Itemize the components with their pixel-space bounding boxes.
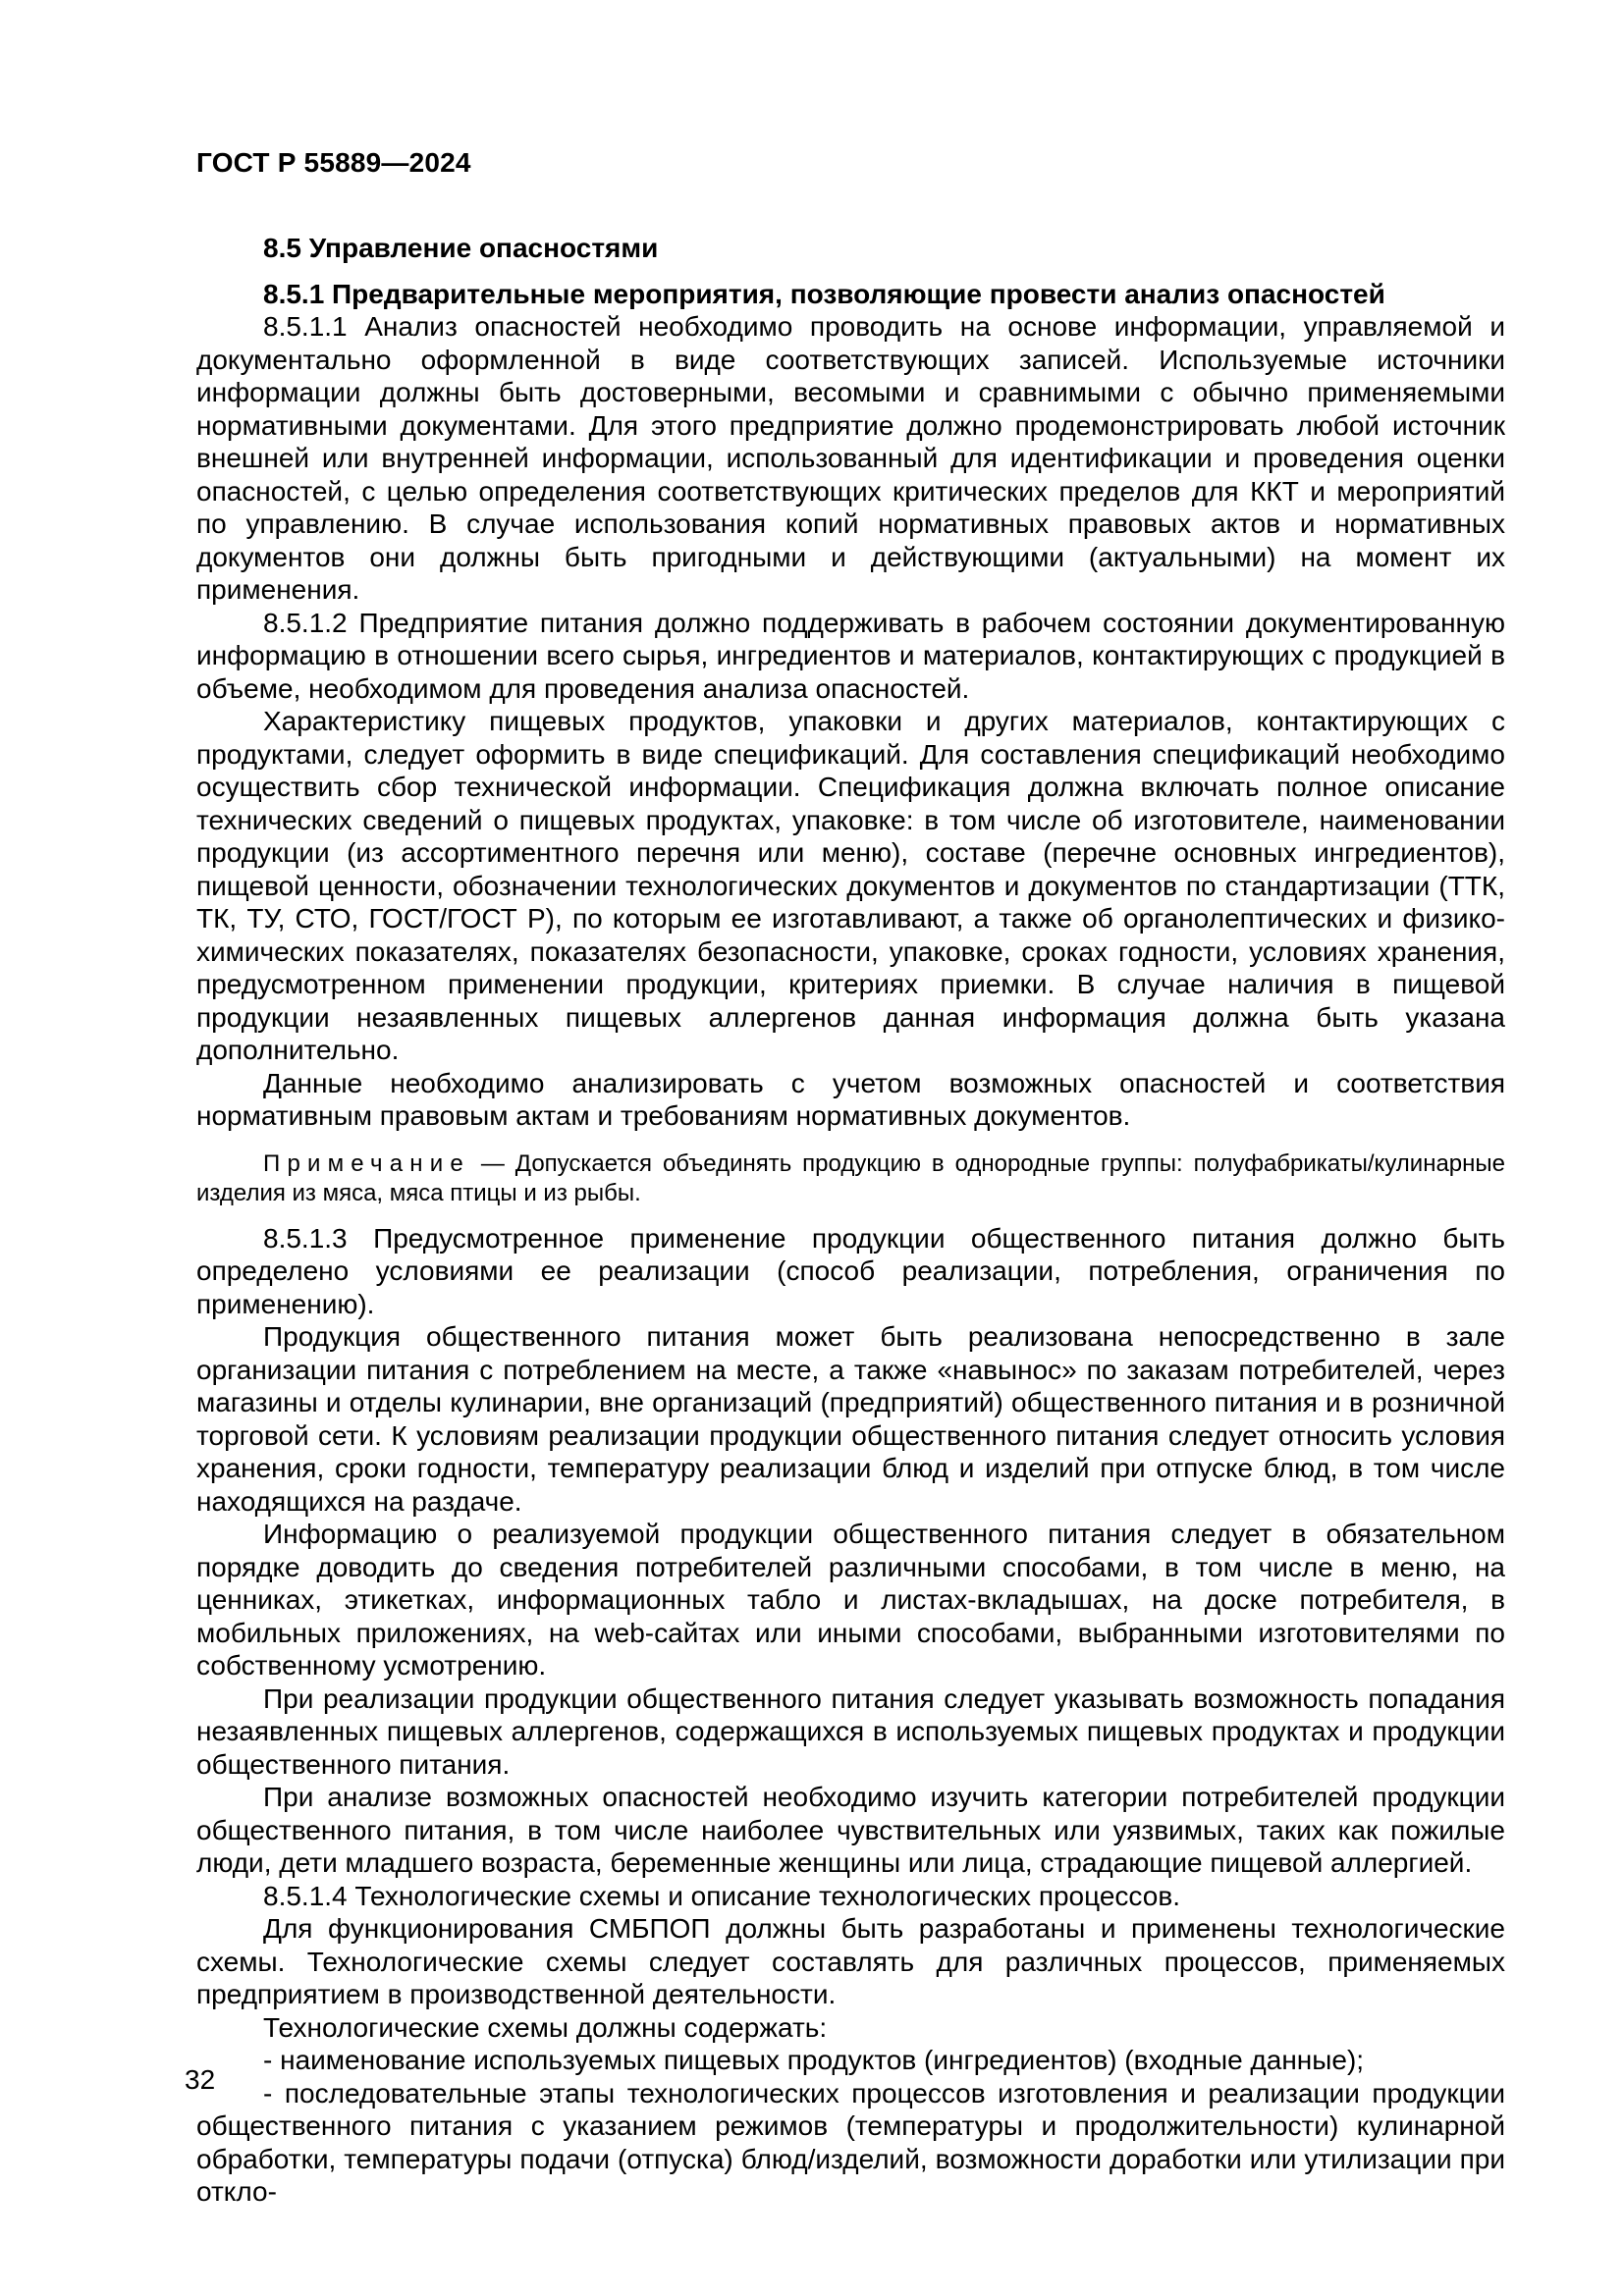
paragraph-8-5-1-2: 8.5.1.2 Предприятие питания должно поддерживать в рабочем состоянии документированную информацию в отношении всего сырья, ингредиентов и материалов, контактирующих с продукцией в объеме, необходимом для проведения анализа опасностей.: [196, 607, 1505, 704]
paragraph-flow-charts: Для функционирования СМБПОП должны быть разработаны и применены технологические схемы. Технологические схемы следует составлять для различных процессов, применяемых предприятием в производственной деятельности.: [196, 1913, 1505, 2009]
paragraph-data-analysis: Данные необходимо анализировать с учетом возможных опасностей и соответствия нормативным правовым актам и требованиям нормативных документов.: [196, 1067, 1505, 1131]
subsection-heading: 8.5.1 Предварительные мероприятия, позволяющие провести анализ опасностей: [263, 278, 1385, 309]
paragraph-allergens: При реализации продукции общественного питания следует указывать возможность попадания незаявленных пищевых аллергенов, содержащихся в используемых пищевых продуктах и продукции общественного питания.: [196, 1682, 1505, 1780]
section-heading: 8.5 Управление опасностями: [263, 233, 659, 263]
list-item-ingredients: - наименование используемых пищевых продуктов (ингредиентов) (входные данные);: [263, 2045, 1365, 2075]
page-number: 32: [185, 2064, 216, 2095]
doc-number-header: ГОСТ Р 55889—2024: [196, 147, 471, 178]
paragraph-8-5-1-3: 8.5.1.3 Предусмотренное применение продукции общественного питания должно быть определено условиями ее реализации (способ реализации, потребления, ограничения по применению).: [196, 1222, 1505, 1319]
document-body: [196, 232, 1505, 2209]
note-text: — Допускается объединять продукцию в однородные группы: полуфабрикаты/кулинарные изделия из мяса, мяса птицы и из рыбы.: [196, 1149, 1505, 1206]
note-block: [196, 1149, 1505, 1209]
paragraph-realization: Продукция общественного питания может быть реализована непосредственно в зале организации питания с потреблением на месте, а также «навынос» по заказам потребителей, через магазины и отделы кулинарии, вне организаций (предприятий) общественного питания и в розничной торговой сети. К условиям реализации продукции общественного питания следует относить условия хранения, сроки годности, температуру реализации блюд и изделий при отпуске блюд, в том числе находящихся на раздаче.: [196, 1321, 1505, 1517]
paragraph-consumer-information: Информацию о реализуемой продукции общественного питания следует в обязательном порядке доводить до сведения потребителей различными способами, в том числе в меню, на ценниках, этикетках, информационных табло и листах-вкладышах, на доске потребителя, в мобильных приложениях, на web-сайтах или иными способами, выбранными изготовителями по собственному усмотрению.: [196, 1519, 1505, 1681]
paragraph-8-5-1-1: 8.5.1.1 Анализ опасностей необходимо проводить на основе информации, управляемой и документально оформленной в виде соответствующих записей. Используемые источники информации должны быть достоверными, весомыми и сравнимыми с обычно применяемыми нормативными документами. Для этого предприятие должно продемонстрировать любой источник внешней или внутренней информации, использованный для идентификации и проведения оценки опасностей, с целью определения соответствующих критических пределов для ККТ и мероприятий по управлению. В случае использования копий нормативных правовых актов и нормативных документов они должны быть пригодными и действующими (актуальными) на момент их применения.: [196, 311, 1505, 605]
paragraph-specifications: Характеристику пищевых продуктов, упаковки и других материалов, контактирующих с продуктами, следует оформить в виде спецификаций. Для составления спецификаций необходимо осуществить сбор технической информации. Спецификация должна включать полное описание технических сведений о пищевых продуктах, упаковке: в том числе об изготовителе, наименовании продукции (из ассортиментного перечня или меню), составе (перечне основных ингредиентов), пищевой ценности, обозначении технологических документов и документов по стандартизации (ТТК, ТК, ТУ, СТО, ГОСТ/ГОСТ Р), по которым ее изготавливают, а также об органолептических и физико-химических показателях, показателях безопасности, упаковке, сроках годности, условиях хранения, предусмотренном применении продукции, критериях приемки. В случае наличия в пищевой продукции незаявленных пищевых аллергенов данная информация должна быть указана дополнительно.: [196, 706, 1505, 1065]
list-item-process-stages: - последовательные этапы технологических процессов изготовления и реализации продукции общественного питания с указанием режимов (температуры и продолжительности) кулинарной обработки, температуры подачи (отпуска) блюд/изделий, возможности доработки или утилизации при откло-: [196, 2077, 1505, 2207]
note-label: Примечание: [263, 1149, 470, 1177]
paragraph-consumer-categories: При анализе возможных опасностей необходимо изучить категории потребителей продукции общественного питания, в том числе наиболее чувствительных или уязвимых, таких как пожилые люди, дети младшего возраста, беременные женщины или лица, страдающие пищевой аллергией.: [196, 1782, 1505, 1878]
paragraph-8-5-1-4: 8.5.1.4 Технологические схемы и описание технологических процессов.: [263, 1880, 1180, 1911]
paragraph-flow-charts-contain: Технологические схемы должны содержать:: [263, 2011, 828, 2043]
